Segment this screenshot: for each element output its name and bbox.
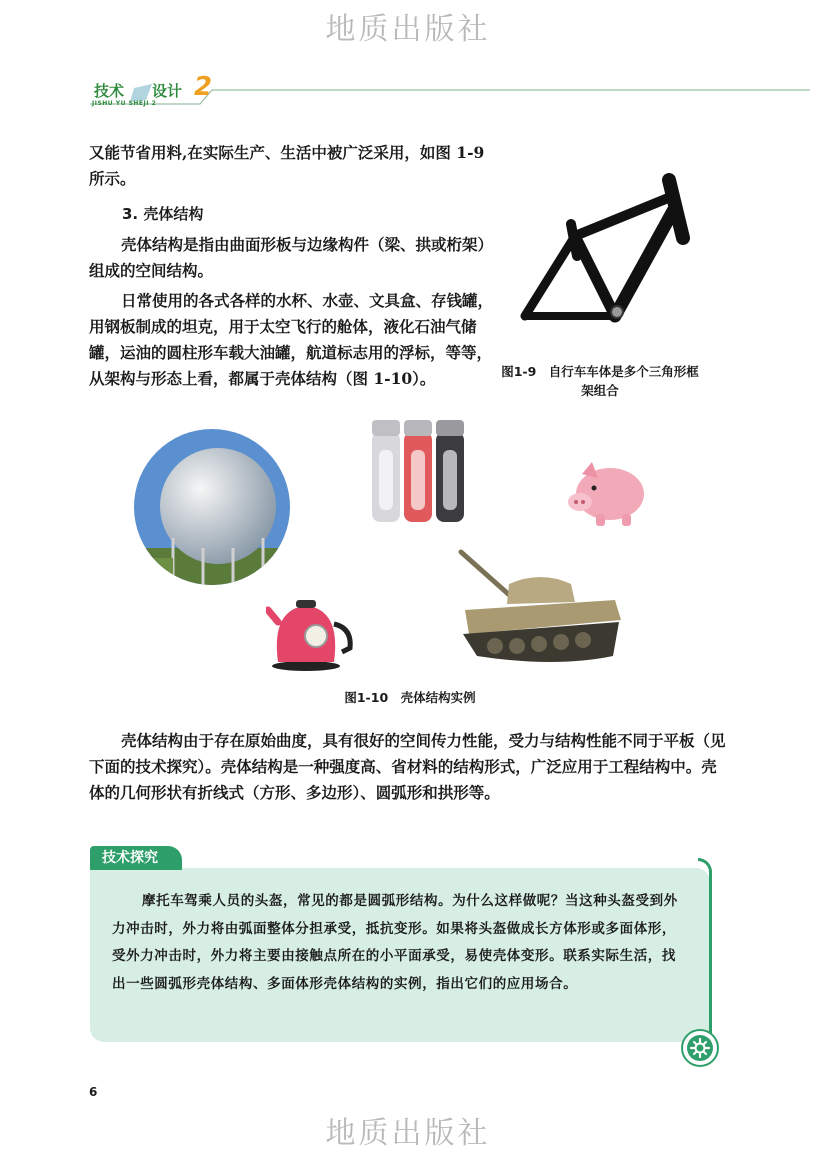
header-banner (90, 72, 810, 108)
watermark-bottom: 地质出版社 (325, 1116, 491, 1151)
watermark-top: 地质出版社 (325, 12, 491, 47)
paragraph-3: 日常使用的各式各样的水杯、水壶、文具盒、存钱罐，用钢板制成的坦克，用于太空飞行的舱体，液化石油气储罐，运油的圆柱形车载大油罐，航道标志用的浮标，等等，从架构与形态上看，都属于壳体结构（图 1-10）。 (89, 291, 494, 388)
section-heading: 3. 壳体结构 (122, 205, 204, 223)
figure-1-10-caption: 图1-10 壳体结构实例 (344, 690, 476, 705)
bicycle-frame-image (505, 166, 705, 336)
kettle-image (266, 588, 358, 672)
header-design: 设计 (152, 82, 183, 100)
piggy-bank-image (562, 456, 648, 530)
header-subtitle: JISHU YU SHEJI 2 (92, 100, 157, 107)
gear-icon (680, 1028, 720, 1068)
paragraph-2: 壳体结构是指由曲面形板与边缘构件（梁、拱或桁架）组成的空间结构。 (89, 235, 494, 280)
header-volume: 2 (194, 72, 213, 102)
explore-title: 技术探究 (90, 846, 182, 870)
header-tech: 技术 (94, 82, 125, 100)
page-number: 6 (89, 1085, 98, 1099)
explore-text: 摩托车驾乘人员的头盔，常见的都是圆弧形结构。为什么这样做呢？当这种头盔受到外力冲击时，外力将由弧面整体分担承受，抵抗变形。如果将头盔做成长方体形或多面体形，受外力冲击时，外力将主要由接触点所在的小平面承受，易使壳体变形。联系实际生活，找出一些圆弧形壳体结构、多面体形壳体结构的实例，指出它们的应用场合。 (112, 893, 678, 992)
paragraph-4: 壳体结构由于存在原始曲度，具有很好的空间传力性能，受力与结构性能不同于平板（见下面的技术探究）。壳体结构是一种强度高、省材料的结构形式，广泛应用于工程结构中。壳体的几何形状有折线式（方形、多边形）、圆弧形和拱形等。 (89, 731, 726, 802)
tank-image (455, 544, 625, 672)
paragraph-1: 又能节省用料,在实际生产、生活中被广泛采用，如图 1-9所示。 (89, 143, 485, 188)
spherical-tank-image (133, 428, 291, 586)
figure-1-9-caption: 图1-9 自行车车体是多个三角形框架组合 (501, 364, 699, 398)
explore-box-border (698, 858, 712, 1038)
water-bottles-image (368, 418, 474, 524)
